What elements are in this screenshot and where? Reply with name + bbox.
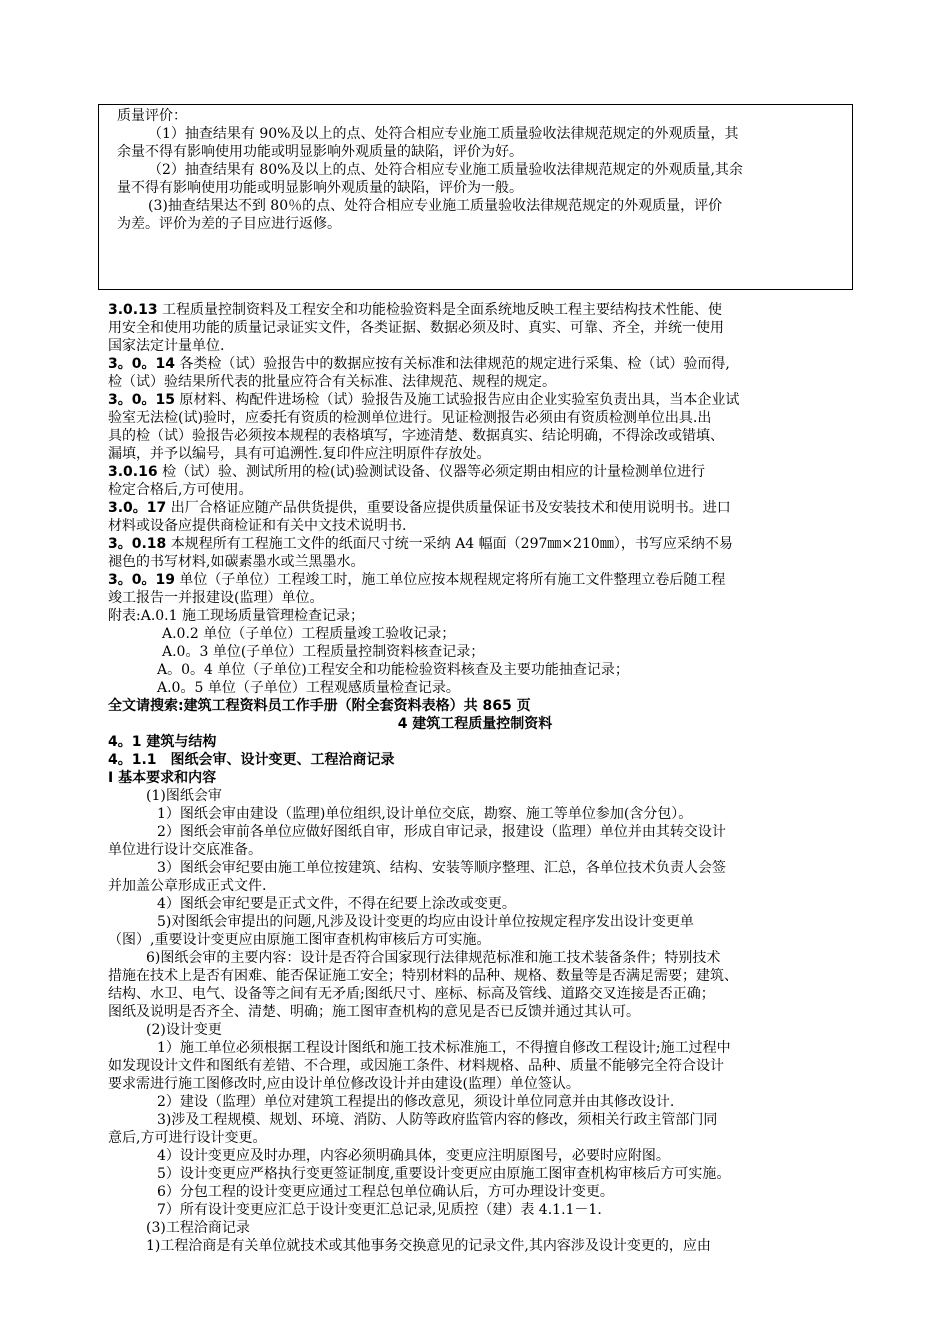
section-title: 4。1 建筑与结构 bbox=[108, 734, 217, 750]
review-line: 2）图纸会审前各单位应做好图纸自审，形成自审记录，报建设（监理）单位并由其转交设计 bbox=[157, 824, 726, 840]
clause-line: 具的检（试）验报告必须按本规程的表格填写，字迹清楚、数据真实、结论明确，不得涂改或错填、 bbox=[108, 428, 724, 444]
review-heading: (1)图纸会审 bbox=[146, 788, 222, 804]
clause-3-0-16 bbox=[108, 464, 705, 481]
change-line: 4）设计变更应及时办理，内容必须明确具体，变更应注明原图号，必要时应附图。 bbox=[157, 1148, 670, 1164]
evaluation-line: 量不得有影响使用功能或明显影响外观质量的缺陷，评价为一般。 bbox=[117, 180, 523, 196]
clause-number: 3.0。17 bbox=[108, 500, 167, 516]
change-heading: (2)设计变更 bbox=[146, 1022, 222, 1038]
evaluation-line: 余量不得有影响使用功能或明显影响外观质量的缺陷，评价为好。 bbox=[117, 144, 523, 160]
review-line: 1）图纸会审由建设（监理)单位组织,设计单位交底，勘察、施工等单位参加(含分包）。 bbox=[157, 806, 693, 822]
part-title: Ⅰ 基本要求和内容 bbox=[108, 770, 217, 786]
evaluation-line: （2）抽查结果有 80%及以上的点、处符合相应专业施工质量验收法律规范规定的外观质量,其余 bbox=[148, 162, 743, 178]
clause-number: 3。0.18 bbox=[108, 536, 167, 552]
change-line: 5）设计变更应严格执行变更签证制度,重要设计变更应由原施工图审查机构审核后方可实施。 bbox=[157, 1166, 731, 1182]
review-line: 措施在技术上是否有困难、能否保证施工安全；特别材料的品种、规格、数量等是否满足需要；建筑、 bbox=[108, 968, 738, 984]
clause-3-0-15 bbox=[108, 392, 739, 409]
review-line: （图）,重要设计变更应由原施工图审查机构审核后方可实施。 bbox=[108, 932, 491, 948]
clause-text: 本规程所有工程施工文件的纸面尺寸统一采纳 A4 幅面（297㎜×210㎜），书写应采纳不易 bbox=[170, 536, 733, 552]
review-line: 并加盖公章形成正式文件. bbox=[108, 878, 267, 894]
clause-line: 竣工报告一并报建设(监理）单位。 bbox=[108, 590, 324, 606]
clause-text: 工程质量控制资料及工程安全和功能检验资料是全面系统地反映工程主要结构技术性能、使 bbox=[162, 302, 723, 318]
negotiation-heading: (3)工程洽商记录 bbox=[146, 1220, 250, 1236]
clause-text: 出厂合格证应随产品供货提供，重要设备应提供质量保证书及安装技术和使用说明书。进口 bbox=[170, 500, 731, 516]
change-line: 6）分包工程的设计变更应通过工程总包单位确认后，方可办理设计变更。 bbox=[157, 1184, 614, 1200]
clause-3-0-18 bbox=[108, 536, 733, 553]
clause-number: 3。0。14 bbox=[108, 356, 175, 372]
evaluation-heading: 质量评价： bbox=[117, 108, 187, 124]
clause-3-0-13 bbox=[108, 302, 722, 319]
change-line: 如发现设计文件和图纸有差错、不合理，或因施工条件、材料规格、品种、质量不能够完全符合设计 bbox=[108, 1058, 724, 1074]
review-line: 结构、水卫、电气、设备等之间有无矛盾;图纸尺寸、座标、标高及管线、道路交叉连接是否正确； bbox=[108, 986, 715, 1002]
change-line: 2）建设（监理）单位对建筑工程提出的修改意见，须设计单位同意并由其修改设计. bbox=[157, 1094, 675, 1110]
appendix-item: A.0.2 单位（子单位）工程质量竣工验收记录； bbox=[162, 626, 456, 642]
change-line: 1）施工单位必须根据工程设计图纸和施工技术标准施工，不得擅自修改工程设计;施工过程中 bbox=[157, 1040, 731, 1056]
negotiation-line: 1)工程洽商是有关单位就技术或其他事务交换意见的记录文件,其内容涉及设计变更的，应由 bbox=[146, 1238, 711, 1254]
clause-text: 检（试）验、测试所用的检(试)验测试设备、仪器等必须定期由相应的计量检测单位进行 bbox=[162, 464, 705, 480]
review-line: 4）图纸会审纪要是正式文件，不得在纪要上涂改或变更。 bbox=[157, 896, 516, 912]
review-line: 单位进行设计交底准备。 bbox=[108, 842, 262, 858]
clause-line: 验室无法检(试)验时，应委托有资质的检测单位进行。见证检测报告必须由有资质检测单位出具.出 bbox=[108, 410, 712, 426]
review-line: 6)图纸会审的主要内容：设计是否符合国家现行法律规范标准和施工技术装备条件；特别技术 bbox=[146, 950, 721, 966]
clause-number: 3。0。15 bbox=[108, 392, 175, 408]
clause-line: 材料或设备应提供商检证和有关中文技术说明书. bbox=[108, 518, 407, 534]
clause-number: 3。0。19 bbox=[108, 572, 175, 588]
clause-line: 用安全和使用功能的质量记录证实文件，各类证据、数据必须及时、真实、可靠、齐全，并统一使用 bbox=[108, 320, 724, 336]
clause-text: 原材料、构配件进场检（试）验报告及施工试验报告应由企业实验室负责出具，当本企业试 bbox=[179, 392, 740, 408]
clause-line: 漏填，并予以编号，具有可追溯性.复印件应注明原件存放处。 bbox=[108, 446, 491, 462]
evaluation-line: （1）抽查结果有 90%及以上的点、处符合相应专业施工质量验收法律规范规定的外观质量，其 bbox=[148, 126, 739, 142]
subsection-title: 4。1.1 图纸会审、设计变更、工程洽商记录 bbox=[108, 752, 395, 768]
clause-3-0-17 bbox=[108, 500, 731, 517]
change-line: 3)涉及工程规模、规划、环境、消防、人防等政府监管内容的修改，须相关行政主管部门同 bbox=[157, 1112, 718, 1128]
review-line: 5)对图纸会审提出的问题,凡涉及设计变更的均应由设计单位按规定程序发出设计变更单 bbox=[157, 914, 694, 930]
clause-line: 检（试）验结果所代表的批量应符合有关标准、法律规范、规程的规定。 bbox=[108, 374, 556, 390]
appendix-lead: 附表:A.0.1 施工现场质量管理检查记录； bbox=[108, 608, 364, 624]
clause-line: 检定合格后,方可使用。 bbox=[108, 482, 253, 498]
clause-line: 国家法定计量单位. bbox=[108, 338, 225, 354]
clause-number: 3.0.16 bbox=[108, 464, 158, 480]
evaluation-line: (3)抽查结果达不到 80％的点、处符合相应专业施工质量验收法律规范规定的外观质量，评价 bbox=[148, 198, 723, 214]
chapter-title: 4 建筑工程质量控制资料 bbox=[397, 716, 553, 732]
evaluation-line: 为差。评价为差的子目应进行返修。 bbox=[117, 216, 341, 232]
appendix-item: A.0。5 单位（子单位）工程观感质量检查记录。 bbox=[157, 680, 460, 696]
clause-3-0-19 bbox=[108, 572, 725, 589]
clause-3-0-14 bbox=[108, 356, 730, 373]
review-line: 3）图纸会审纪要由施工单位按建筑、结构、安装等顺序整理、汇总，各单位技术负责人会签 bbox=[157, 860, 726, 876]
clause-text: 各类检（试）验报告中的数据应按有关标准和法律规范的规定进行采集、检（试）验而得, bbox=[179, 356, 730, 372]
change-line: 7）所有设计变更应汇总于设计变更汇总记录,见质控（建）表 4.1.1－1. bbox=[157, 1202, 602, 1218]
clause-number: 3.0.13 bbox=[108, 302, 158, 318]
change-line: 意后,方可进行设计变更。 bbox=[108, 1130, 267, 1146]
review-line: 图纸及说明是否齐全、清楚、明确；施工图审查机构的意见是否已反馈并通过其认可。 bbox=[108, 1004, 640, 1020]
appendix-item: A.0。3 单位(子单位）工程质量控制资料核查记录； bbox=[162, 644, 485, 660]
clause-text: 单位（子单位）工程竣工时，施工单位应按本规程规定将所有施工文件整理立卷后随工程 bbox=[179, 572, 726, 588]
change-line: 要求需进行施工图修改时,应由设计单位修改设计并由建设(监理）单位签认。 bbox=[108, 1076, 580, 1092]
appendix-item: A。0。4 单位（子单位)工程安全和功能检验资料核查及主要功能抽查记录； bbox=[157, 662, 629, 678]
search-line: 全文请搜索:建筑工程资料员工作手册（附全套资料表格）共 865 页 bbox=[108, 698, 531, 714]
clause-line: 褪色的书写材料,如碳素墨水或兰黑墨水。 bbox=[108, 554, 365, 570]
